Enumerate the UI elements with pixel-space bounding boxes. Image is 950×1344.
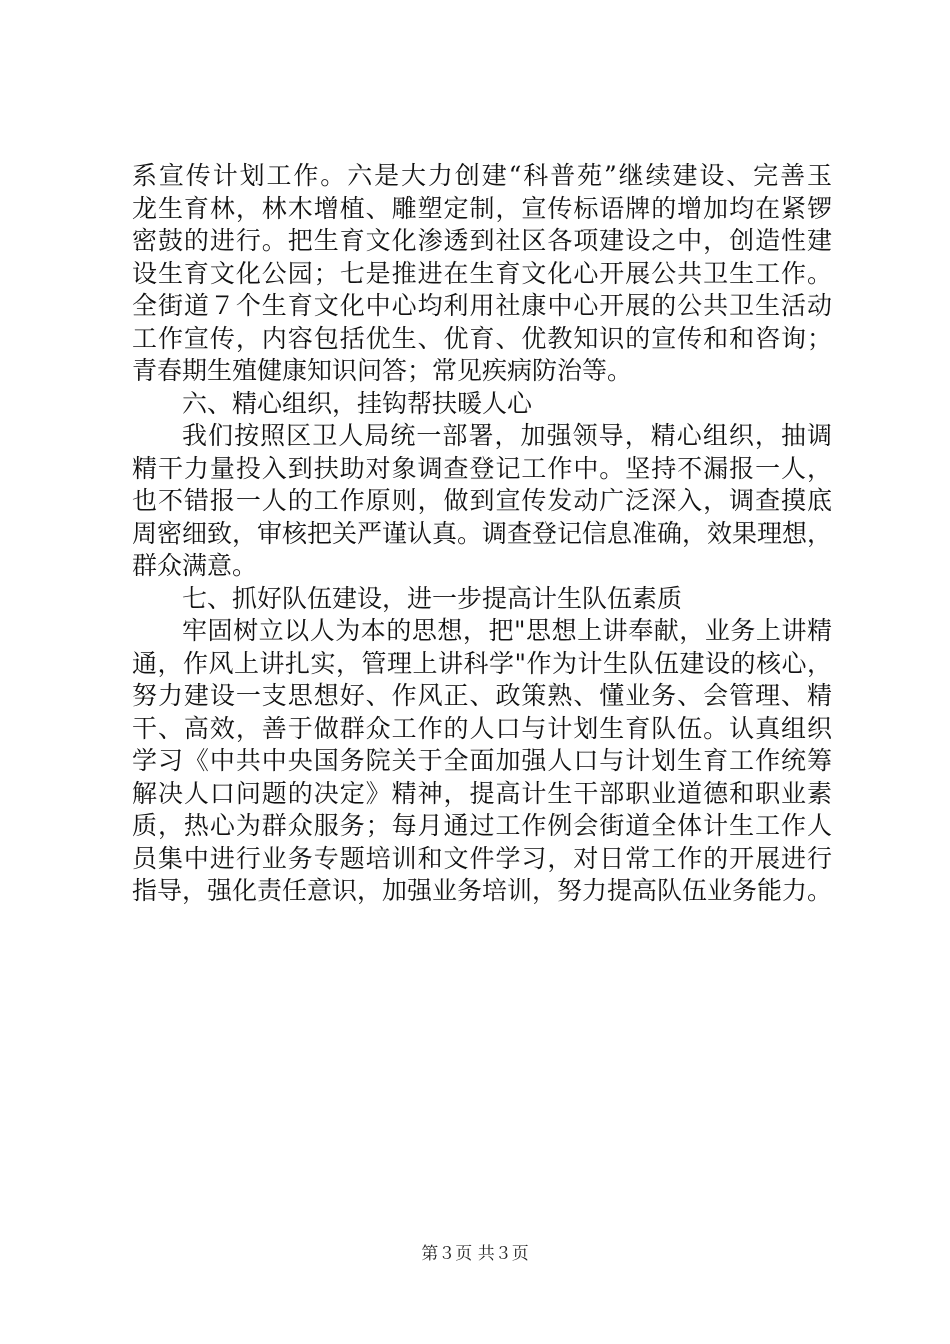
body-line: 干、高效，善于做群众工作的人口与计划生育队伍。认真组织 [132,713,832,743]
body-line: 质，热心为群众服务；每月通过工作例会街道全体计生工作人 [132,811,832,840]
body-line: 青春期生殖健康知识问答；常见疾病防治等。 [132,356,633,385]
body-line: 解决人口问题的决定》精神，提高计生干部职业道德和职业素 [132,778,832,808]
section-heading-six: 六、精心组织，挂钩帮扶暖人心 [182,388,533,418]
body-line: 周密细致，审核把关严谨认真。调查登记信息准确，效果理想， [132,518,833,548]
body-line: 指导，强化责任意识，加强业务培训，努力提高队伍业务能力。 [132,876,833,905]
body-line: 工作宣传，内容包括优生、优育、优教知识的宣传和和咨询； [132,323,832,353]
document-body [132,160,832,908]
body-line: 全街道７个生育文化中心均利用社康中心开展的公共卫生活动 [132,291,832,320]
body-line: 努力建设一支思想好、作风正、政策熟、懂业务、会管理、精 [132,681,832,710]
body-line: 通，作风上讲扎实，管理上讲科学"作为计生队伍建设的核心， [132,648,832,678]
body-line: 精干力量投入到扶助对象调查登记工作中。坚持不漏报一人， [132,453,832,483]
body-line: 龙生育林，林木增植、雕塑定制，宣传标语牌的增加均在紧锣 [132,193,832,223]
body-line: 也不错报一人的工作原则，做到宣传发动广泛深入，调查摸底 [132,486,832,515]
body-line: 牢固树立以人为本的思想，把"思想上讲奉献，业务上讲精 [182,616,832,645]
body-line: 员集中进行业务专题培训和文件学习，对日常工作的开展进行 [132,843,832,873]
body-line: 设生育文化公园；七是推进在生育文化心开展公共卫生工作。 [132,258,832,288]
body-line: 我们按照区卫人局统一部署，加强领导，精心组织，抽调 [182,421,832,450]
body-line: 群众满意。 [132,551,258,580]
body-line: 密鼓的进行。把生育文化渗透到社区各项建设之中，创造性建 [132,226,832,255]
section-heading-seven: 七、抓好队伍建设，进一步提高计生队伍素质 [182,583,683,613]
body-line: 系宣传计划工作。六是大力创建“科普苑”继续建设、完善玉 [132,161,832,190]
page-footer: 第３页 共３页 [421,1244,529,1264]
body-line: 学习《中共中央国务院关于全面加强人口与计划生育工作统筹 [132,746,832,775]
